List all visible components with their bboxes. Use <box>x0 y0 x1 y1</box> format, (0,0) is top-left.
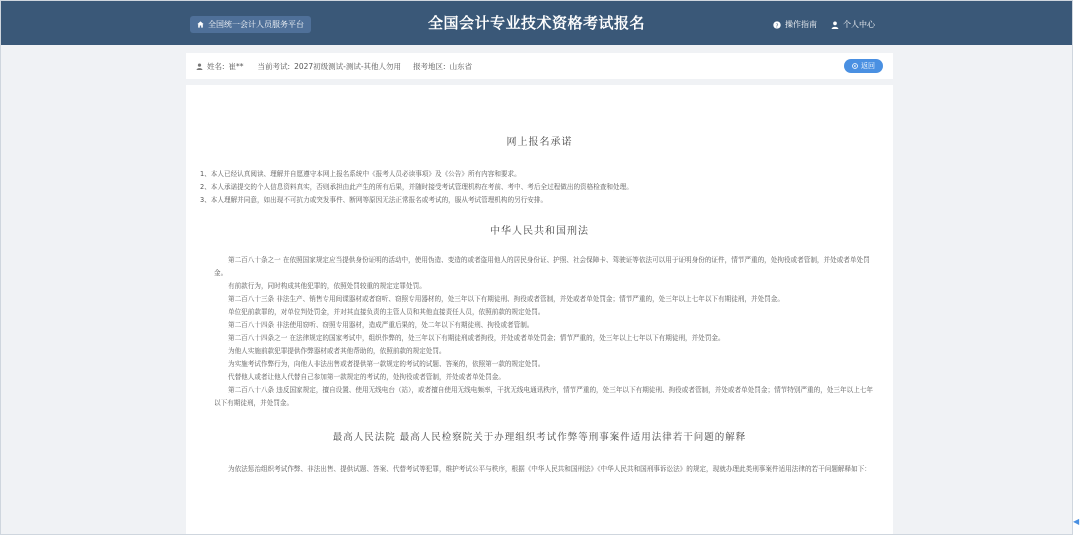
scroll-indicator-icon[interactable]: ◀ <box>1073 517 1080 526</box>
svg-text:?: ? <box>775 22 779 29</box>
operation-guide-link[interactable] <box>773 16 817 33</box>
help-circle-icon <box>773 21 781 29</box>
user-icon <box>196 63 203 70</box>
region-value: 山东省 <box>449 61 473 71</box>
back-button[interactable] <box>844 59 883 73</box>
law-paragraph: 单位犯前款罪的，对单位判处罚金，并对其直接负责的主管人员和其他直接责任人员，依照前款的规定处罚。 <box>228 308 545 316</box>
back-button-label: 返回 <box>861 62 875 70</box>
user-center-link[interactable] <box>831 16 875 33</box>
platform-link-label: 全国统一会计人员服务平台 <box>208 20 304 29</box>
region-label: 报考地区: <box>413 61 446 71</box>
law-paragraph: 为他人实施前款犯罪提供作弊器材或者其他帮助的，依照前款的规定处罚。 <box>228 347 446 355</box>
promise-item: 3、本人理解并同意，如出现不可抗力或突发事件、断网等原因无法正常报名或考试的，服从考试管理机构的另行安排。 <box>200 196 548 204</box>
criminal-law-title: 中华人民共和国刑法 <box>490 226 589 237</box>
candidate-info-bar <box>186 53 893 79</box>
page-title: 全国会计专业技术资格考试报名 <box>427 14 645 32</box>
law-paragraph: 第二百八十四条之一 在法律规定的国家考试中，组织作弊的，处三年以下有期徒刑或者拘役，并处或者单处罚金；情节严重的，处三年以上七年以下有期徒刑，并处罚金。 <box>228 334 725 342</box>
user-center-label: 个人中心 <box>843 20 875 29</box>
promise-item: 1、本人已经认真阅读、理解并自愿遵守本网上报名系统中《报考人员必读事项》及《公告》所有内容和要求。 <box>200 170 521 178</box>
law-paragraph: 第二百八十四条 非法使用窃听、窃照专用器材，造成严重后果的，处二年以下有期徒刑、拘役或者管制。 <box>228 321 534 329</box>
promise-item: 2、本人承诺提交的个人信息资料真实，否则承担由此产生的所有后果，并随时接受考试管理机构在考前、考中、考后全过程做出的资格检查和处理。 <box>200 183 633 191</box>
name-value: 崔** <box>228 61 244 71</box>
judicial-interpretation-title: 最高人民法院 最高人民检察院关于办理组织考试作弊等刑事案件适用法律若干问题的解释 <box>332 432 747 443</box>
user-icon <box>831 21 839 29</box>
law-paragraph: 代替他人或者让他人代替自己参加第一款规定的考试的，处拘役或者管制，并处或者单处罚金。 <box>228 373 505 381</box>
top-right-links <box>773 16 875 33</box>
judicial-paragraph: 为依法惩治组织考试作弊、非法出售、提供试题、答案、代替考试等犯罪，维护考试公平与秩序，根据《中华人民共和国刑法》《中华人民共和国刑事诉讼法》的规定，现就办理此类刑事案件适用法律的若干问题解释如下： <box>228 465 871 473</box>
name-label: 姓名: <box>207 61 225 71</box>
agreement-content <box>186 85 893 535</box>
exam-value: 2027初级测试-测试-其他人勿用 <box>294 61 402 71</box>
promise-title: 网上报名承诺 <box>506 137 573 148</box>
law-paragraph: 有前款行为，同时构成其他犯罪的，依照处罚较重的规定定罪处罚。 <box>228 282 426 290</box>
exam-label: 当前考试: <box>257 61 291 71</box>
operation-guide-label: 操作指南 <box>785 20 817 29</box>
law-paragraph: 第二百八十三条 非法生产、销售专用间谍器材或者窃听、窃照专用器材的，处三年以下有期徒刑、拘役或者管制，并处或者单处罚金；情节严重的，处三年以上七年以下有期徒刑，并处罚金。 <box>228 295 784 303</box>
back-arrow-icon <box>852 63 858 69</box>
law-paragraph: 第二百八十八条 违反国家规定，擅自设置、使用无线电台（站），或者擅自使用无线电频率，干扰无线电通讯秩序，情节严重的，处三年以下有期徒刑、拘役或者管制，并处或者单处罚金；情节特别严重的，处三年以上七年以下有期徒刑，并处罚金。 <box>214 386 873 407</box>
law-paragraph: 为实施考试作弊行为，向他人非法出售或者提供第一款规定的考试的试题、答案的，依照第一款的规定处罚。 <box>228 360 545 368</box>
top-navigation-bar <box>1 1 1072 45</box>
law-paragraph: 第二百八十条之一 在依照国家规定应当提供身份证明的活动中，使用伪造、变造的或者盗用他人的居民身份证、护照、社会保障卡、驾驶证等依法可以用于证明身份的证件，情节严重的，处拘役或者管制，并处或者单处罚金。 <box>214 256 870 277</box>
